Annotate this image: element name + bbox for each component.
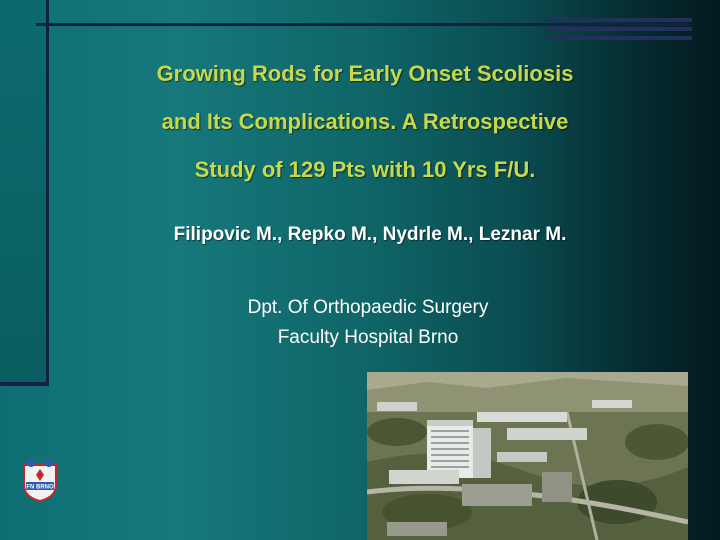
affiliation-department: Dpt. Of Orthopaedic Surgery — [247, 297, 489, 318]
title-line: Study of 129 Pts with 10 Yrs F/U. — [194, 157, 536, 182]
affiliation — [60, 293, 676, 353]
hospital-logo-icon — [20, 455, 60, 503]
affiliation-hospital: Faculty Hospital Brno — [277, 327, 459, 348]
logo-text: FN BRNO — [26, 484, 54, 491]
authors-line: Filipovic M., Repko M., Nydrle M., Leznar M. — [173, 224, 567, 245]
corner-decor-lines — [547, 18, 692, 45]
slide-title — [60, 50, 670, 194]
hospital-aerial-photo — [367, 372, 688, 540]
title-line: and Its Complications. A Retrospective — [161, 109, 569, 134]
left-decor-panel — [0, 0, 49, 383]
left-decor-rule — [0, 382, 49, 386]
title-line: Growing Rods for Early Onset Scoliosis — [156, 61, 574, 86]
